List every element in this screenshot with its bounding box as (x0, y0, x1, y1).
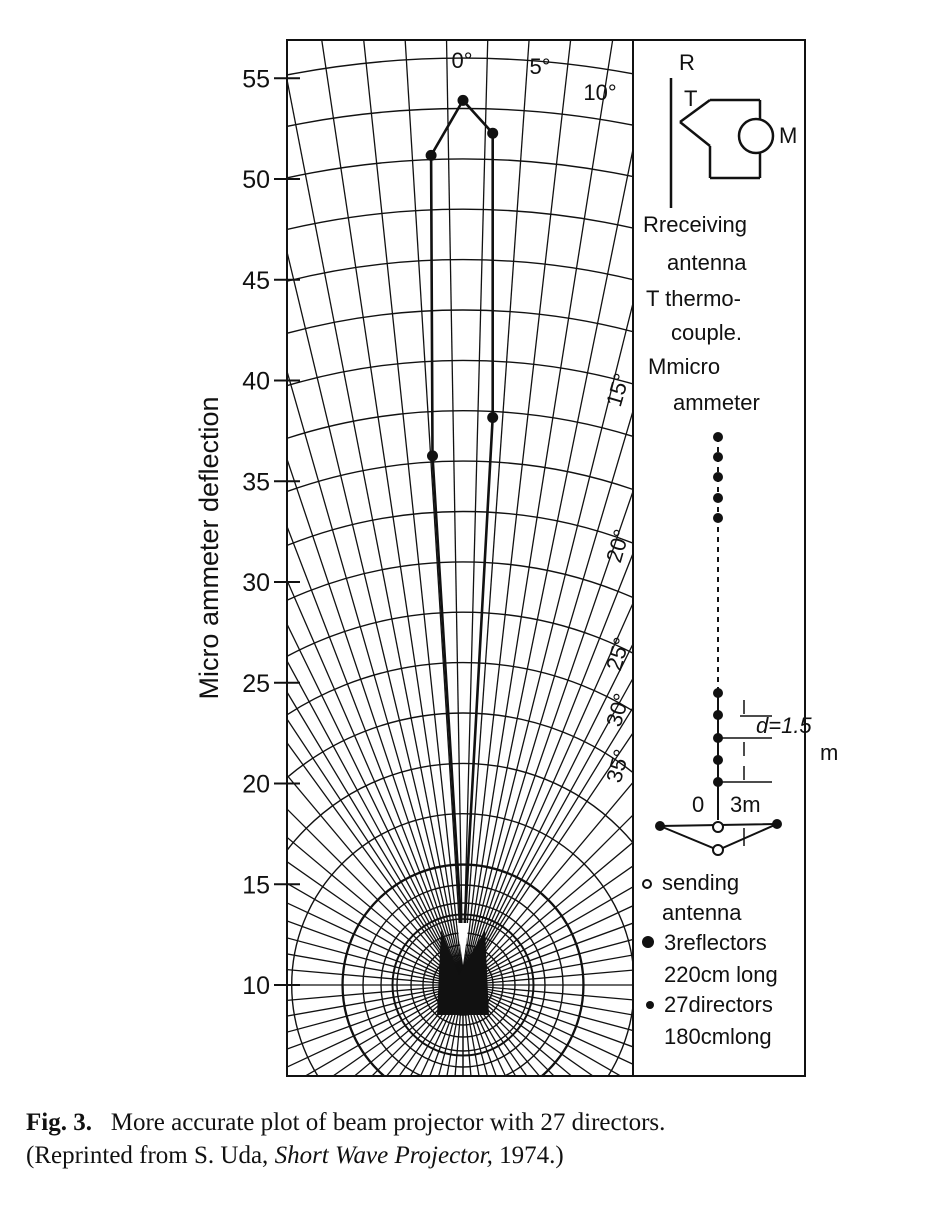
angle-label: 20° (601, 526, 635, 566)
legend-directors-1: 27directors (664, 992, 773, 1017)
caption-source-title: Short Wave Projector, (274, 1142, 493, 1169)
grid-spoke (463, 792, 693, 985)
y-tick-label: 30 (242, 569, 270, 597)
director-dot (713, 755, 723, 765)
legend-t-line2: couple. (671, 320, 742, 345)
director-dot (713, 688, 723, 698)
director-dot (713, 472, 723, 482)
director-dot (713, 493, 723, 503)
legend-t-line: T thermo- (646, 286, 741, 311)
figure-caption (26, 1106, 926, 1172)
circuit-m-label: M (779, 123, 798, 148)
angle-label: 5° (529, 54, 551, 79)
legend-m-line: Mmicro (648, 354, 721, 379)
data-point (487, 128, 498, 139)
legend-r-line: Rreceiving (643, 212, 747, 237)
angle-label: 0° (451, 48, 473, 73)
grid-spoke (0, 0, 463, 985)
data-point (426, 150, 437, 161)
director-dot (713, 452, 723, 462)
caption-text-2-post: 1974.) (499, 1142, 564, 1169)
micro-ammeter-icon (739, 119, 773, 153)
data-point (487, 412, 498, 423)
director-dot (713, 710, 723, 720)
legend-sending-2: antenna (662, 900, 742, 925)
y-axis-ticks (242, 65, 300, 1000)
y-tick-label: 15 (242, 871, 270, 900)
y-tick-label: 35 (242, 468, 270, 497)
y-tick-label: 10 (242, 972, 270, 1000)
pattern-lobe (431, 100, 493, 955)
caption-text-2-pre: (Reprinted from S. Uda, (26, 1142, 269, 1169)
legend-r-line2: antenna (667, 250, 747, 275)
spacing-label: d=1.5 (756, 713, 812, 738)
data-point (427, 450, 438, 461)
grid-spoke (463, 985, 656, 1090)
legend-sending-1: sending (662, 870, 740, 895)
director-dot (713, 432, 723, 442)
legend-m-line2: ammeter (673, 390, 760, 415)
grid-spoke (463, 0, 946, 985)
grid-spoke (173, 985, 463, 1063)
angle-label: 30° (601, 690, 635, 730)
y-tick-label: 25 (242, 669, 270, 698)
caption-label: Fig. 3. (26, 1109, 92, 1136)
reflector-gap-label: 3m (730, 792, 761, 817)
grid-spoke (463, 0, 946, 985)
y-tick-label: 55 (242, 65, 270, 94)
grid-spoke (463, 0, 651, 985)
grid-spoke (0, 0, 463, 985)
antenna-array (655, 432, 782, 855)
y-tick-label: 45 (242, 266, 270, 295)
grid-spoke (463, 0, 946, 985)
circuit-t-label: T (684, 86, 698, 111)
y-axis-label: Micro ammeter deflection (194, 396, 224, 700)
reflector-icon (642, 936, 654, 948)
y-tick-label: 20 (242, 770, 270, 799)
angle-label: 25° (601, 634, 635, 674)
caption-line-2 (26, 1139, 926, 1172)
circuit-r-label: R (679, 50, 695, 75)
y-tick-label: 50 (242, 166, 270, 194)
sending-antenna-icon (643, 880, 651, 888)
data-point (458, 95, 469, 106)
grid-spoke (0, 0, 463, 985)
caption-text-1: More accurate plot of beam projector with 27 directors. (110, 1109, 666, 1136)
y-tick-label: 40 (242, 367, 270, 396)
angle-label: 10° (583, 80, 617, 105)
angle-label: 15° (601, 370, 635, 410)
grid-spoke (463, 0, 599, 985)
grid-spoke (390, 0, 463, 985)
legend-directors-2: 180cmlong (664, 1024, 772, 1049)
grid-spoke (0, 0, 463, 985)
grid-spoke (463, 0, 946, 985)
grid-spoke (463, 0, 705, 985)
grid-spoke (251, 773, 463, 985)
grid-spoke (164, 959, 463, 985)
grid-spoke (0, 14, 463, 985)
legend-reflectors-2: 220cm long (664, 962, 778, 987)
origin-label: 0 (692, 792, 705, 817)
grid-spoke (0, 0, 463, 985)
spacing-unit: m (820, 740, 839, 765)
legend-reflectors-1: 3reflectors (664, 930, 767, 955)
director-dot (713, 513, 723, 523)
grid-spoke (270, 985, 463, 1090)
director-icon (646, 1001, 654, 1009)
angle-label: 35° (601, 746, 635, 786)
grid-spoke (442, 0, 463, 985)
caption-line-1 (26, 1106, 926, 1139)
grid-spoke (164, 985, 463, 1011)
grid-spoke (463, 0, 946, 985)
